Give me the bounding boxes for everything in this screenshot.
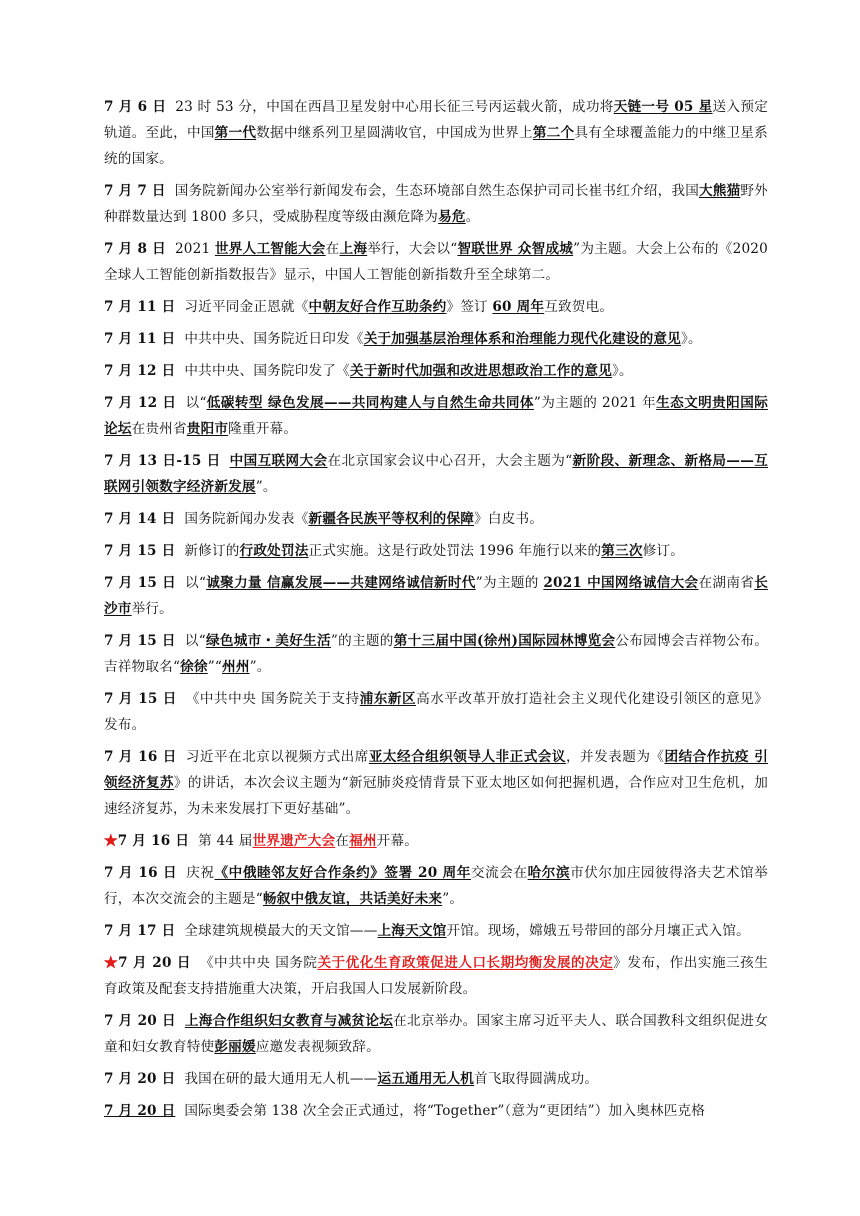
key-term: 上海 xyxy=(339,241,368,257)
entry-date: 7 月 12 日 xyxy=(104,363,176,379)
key-term: 《中俄睦邻友好合作条约》签署 20 周年 xyxy=(214,865,471,881)
entry-date: 7 月 15 日 xyxy=(104,691,177,707)
entry-text: ”的主题的 xyxy=(330,633,394,649)
entry-text: 在 xyxy=(335,833,350,849)
entry-text: 数据中继系列卫星圆满收官，中国成为世界上 xyxy=(256,125,533,141)
key-term: 哈尔滨 xyxy=(527,865,571,881)
entry-text: 开馆。现场，嫦娥五号带回的部分月壤正式入馆。 xyxy=(446,923,750,939)
entry-date: 7 月 20 日 xyxy=(104,1103,176,1119)
entry-date: 7 月 14 日 xyxy=(104,511,176,527)
entry-text: ”“ xyxy=(207,659,223,675)
entry-text: 庆祝 xyxy=(186,865,215,881)
entry-date: 7 月 20 日 xyxy=(118,955,191,971)
star-icon: ★ xyxy=(104,955,119,971)
key-term: 大熊猫 xyxy=(699,183,741,199)
key-term: 亚太经合组织领导人非正式会议 xyxy=(368,749,566,765)
entry-text: 我国在研的最大通用无人机—— xyxy=(184,1071,378,1087)
entry-text: 在北京国家会议中心召开，大会主题为“ xyxy=(327,453,573,469)
key-term: 新阶段、新理念、新格局——互联网引领数字经济新发展 xyxy=(104,453,768,495)
entry-date: 7 月 16 日 xyxy=(117,833,190,849)
key-term: 关于新时代加强和改进思想政治工作的意见 xyxy=(349,363,612,379)
entry-text: 以“ xyxy=(185,395,207,411)
timeline-entry xyxy=(104,628,768,680)
entry-text: 国务院新闻办发表《 xyxy=(184,511,309,527)
entry-text: 在贵州省 xyxy=(131,421,187,437)
entry-text: 习近平在北京以视频方式出席 xyxy=(185,749,369,765)
entry-text: 》的讲话，本次会议主题为“新冠肺炎疫情背景下亚太地区如何把握机遇，合作应对卫生危机，加速经济复苏，为未来发展打下更好基础”。 xyxy=(104,775,769,817)
timeline-entry xyxy=(104,236,768,288)
key-term: 诚聚力量 信赢发展——共建网络诚信新时代 xyxy=(206,575,476,591)
entry-text: ”为主题的 xyxy=(475,575,544,591)
key-term: 第一代 xyxy=(214,125,257,141)
entry-text: ”。 xyxy=(442,891,464,907)
timeline-entry xyxy=(104,828,768,854)
entry-text: 》白皮书。 xyxy=(474,511,544,527)
key-term: 运五通用无人机 xyxy=(377,1071,475,1087)
key-term: 关于加强基层治理体系和治理能力现代化建设的意见 xyxy=(363,331,681,347)
entry-text: 以“ xyxy=(184,633,206,649)
timeline-entry xyxy=(104,326,768,352)
document-page xyxy=(104,94,768,1130)
timeline-entry xyxy=(104,506,768,532)
entry-text: 新修订的 xyxy=(184,543,240,559)
entry-date: 7 月 16 日 xyxy=(104,865,178,881)
entry-date: 7 月 16 日 xyxy=(104,749,177,765)
entry-text: ”为主题。大会上公布的《2020 全球人工智能创新指数报告》显示，中国人工智能创新指数升至全球第二。 xyxy=(104,241,768,283)
entry-text: 野外种群数量达到 1800 多只，受威胁程度等级由濒危降为 xyxy=(104,183,768,225)
entry-date: 7 月 8 日 xyxy=(104,241,166,257)
key-term: 州州 xyxy=(222,659,250,675)
entry-text: 互致贺电。 xyxy=(544,299,614,315)
entry-date: 7 月 15 日 xyxy=(104,543,176,559)
key-term: 第三次 xyxy=(601,543,643,559)
entry-date: 7 月 12 日 xyxy=(104,395,177,411)
key-term: 第十三届中国(徐州)国际园林博览会 xyxy=(393,633,616,649)
entry-text: 首飞取得圆满成功。 xyxy=(474,1071,599,1087)
key-term: 上海合作组织妇女教育与减贫论坛 xyxy=(184,1013,394,1029)
entry-text: 在北京举办。国家主席习近平夫人、联合国教科文组织促进女童和妇女教育特使 xyxy=(104,1013,768,1055)
entry-text: 正式实施。这是行政处罚法 1996 年施行以来的 xyxy=(308,543,602,559)
entry-text: ，并发表题为《 xyxy=(565,749,665,765)
entry-text: 。 xyxy=(465,209,480,225)
entry-text: ”。 xyxy=(249,659,271,675)
key-term: 彭丽媛 xyxy=(214,1039,256,1055)
key-term: 关于优化生育政策促进人口长期均衡发展的决定 xyxy=(317,955,614,971)
entry-date: 7 月 11 日 xyxy=(104,331,176,347)
entry-text: 2021 xyxy=(174,241,215,257)
key-term: 畅叙中俄友谊，共话美好未来 xyxy=(262,891,443,907)
key-term: 贵阳市 xyxy=(186,421,229,437)
entry-text: 公布园博会吉祥物公布。吉祥物取名“ xyxy=(104,633,768,675)
entry-date: 7 月 15 日 xyxy=(104,575,177,591)
timeline-entry xyxy=(104,178,768,230)
key-term: 上海天文馆 xyxy=(377,923,447,939)
entry-text: 举行，大会以“ xyxy=(367,241,458,257)
entry-text: 具有全球覆盖能力的中继卫星系统的国家。 xyxy=(104,125,768,167)
entry-text: 开幕。 xyxy=(376,833,419,849)
timeline-entry xyxy=(104,294,768,320)
entry-text: 23 时 53 分，中国在西昌卫星发射中心用长征三号丙运载火箭，成功将 xyxy=(175,99,614,115)
timeline-entry xyxy=(104,686,768,738)
key-term: 新疆各民族平等权利的保障 xyxy=(308,511,475,527)
key-term: 中国互联网大会 xyxy=(229,453,328,469)
entry-text: 国际奥委会第 138 次全会正式通过，将“Together”（意为“更团结”）加入奥林匹克格 xyxy=(184,1103,706,1119)
entry-text: ”为主题的 2021 年 xyxy=(533,395,657,411)
key-term: 绿色城市・美好生活 xyxy=(205,633,331,649)
key-term: 福州 xyxy=(349,833,377,849)
entry-text: 》发布，作出实施三孩生育政策及配套支持措施重大决策，开启我国人口发展新阶段。 xyxy=(104,955,769,997)
entry-text: 送入预定轨道。至此，中国 xyxy=(104,99,769,141)
entry-text: 高水平改革开放打造社会主义现代化建设引领区的意见》发布。 xyxy=(104,691,768,733)
entry-date: 7 月 15 日 xyxy=(104,633,176,649)
key-term: 智联世界 众智成城 xyxy=(457,241,574,257)
entry-text: 《中共中央 国务院关于支持 xyxy=(185,691,360,707)
entry-date: 7 月 17 日 xyxy=(104,923,176,939)
entry-text: 应邀发表视频致辞。 xyxy=(255,1039,380,1055)
entry-text: 第 44 届 xyxy=(198,833,253,849)
timeline-entry xyxy=(104,358,768,384)
entry-text: ”。 xyxy=(255,479,277,495)
entry-text: 修订。 xyxy=(642,543,685,559)
timeline-entry xyxy=(104,744,768,822)
entry-date: 7 月 20 日 xyxy=(104,1013,176,1029)
key-term: 浦东新区 xyxy=(359,691,417,707)
entry-text: 《中共中央 国务院 xyxy=(199,955,318,971)
key-term: 易危 xyxy=(438,209,466,225)
key-term: 徐徐 xyxy=(180,659,208,675)
entry-text: 在 xyxy=(325,241,340,257)
key-term: 团结合作抗疫 引领经济复苏 xyxy=(104,749,768,791)
timeline-entry xyxy=(104,570,768,622)
timeline-entry xyxy=(104,448,768,500)
entry-text: 市伏尔加庄园彼得洛夫艺术馆举行，本次交流会的主题是“ xyxy=(104,865,768,907)
entry-date: 7 月 7 日 xyxy=(104,183,166,199)
key-term: 世界遗产大会 xyxy=(252,833,336,849)
entry-text: 隆重开幕。 xyxy=(228,421,298,437)
timeline-entry xyxy=(104,918,768,944)
key-term: 生态文明贵阳国际论坛 xyxy=(104,395,768,437)
key-term: 2021 中国网络诚信大会 xyxy=(543,575,699,591)
key-term: 中朝友好合作互助条约 xyxy=(308,299,447,315)
timeline-entry xyxy=(104,950,768,1002)
entry-date: 7 月 6 日 xyxy=(104,99,167,115)
key-term: 60 周年 xyxy=(492,299,545,315)
entry-text: 中共中央、国务院印发了《 xyxy=(184,363,350,379)
timeline-entry xyxy=(104,390,768,442)
entry-date: 7 月 20 日 xyxy=(104,1071,176,1087)
key-term: 世界人工智能大会 xyxy=(214,241,326,257)
key-term: 长沙市 xyxy=(104,575,768,617)
key-term: 低碳转型 绿色发展——共同构建人与自然生命共同体 xyxy=(206,395,534,411)
entry-text: 以“ xyxy=(185,575,207,591)
entry-date: 7 月 13 日-15 日 xyxy=(104,453,221,469)
timeline-entry xyxy=(104,1008,768,1060)
key-term: 天链一号 05 星 xyxy=(613,99,713,115)
timeline-entry xyxy=(104,94,768,172)
entry-text: 交流会在 xyxy=(470,865,528,881)
timeline-entry xyxy=(104,1098,768,1124)
entry-text: 》。 xyxy=(680,331,702,347)
entry-text: 中共中央、国务院近日印发《 xyxy=(184,331,364,347)
timeline-entry xyxy=(104,860,768,912)
entry-text: 》。 xyxy=(612,363,633,379)
timeline-entry xyxy=(104,1066,768,1092)
entry-text: 全球建筑规模最大的天文馆—— xyxy=(184,923,378,939)
timeline-entry xyxy=(104,538,768,564)
key-term: 行政处罚法 xyxy=(239,543,309,559)
entry-text: 举行。 xyxy=(131,601,173,617)
entry-date: 7 月 11 日 xyxy=(104,299,176,315)
key-term: 第二个 xyxy=(532,125,575,141)
entry-text: 习近平同金正恩就《 xyxy=(184,299,309,315)
star-icon: ★ xyxy=(104,833,118,849)
entry-text: 》签订 xyxy=(446,299,493,315)
entry-text: 在湖南省 xyxy=(698,575,755,591)
entry-text: 国务院新闻办公室举行新闻发布会，生态环境部自然生态保护司司长崔书红介绍，我国 xyxy=(174,183,699,199)
